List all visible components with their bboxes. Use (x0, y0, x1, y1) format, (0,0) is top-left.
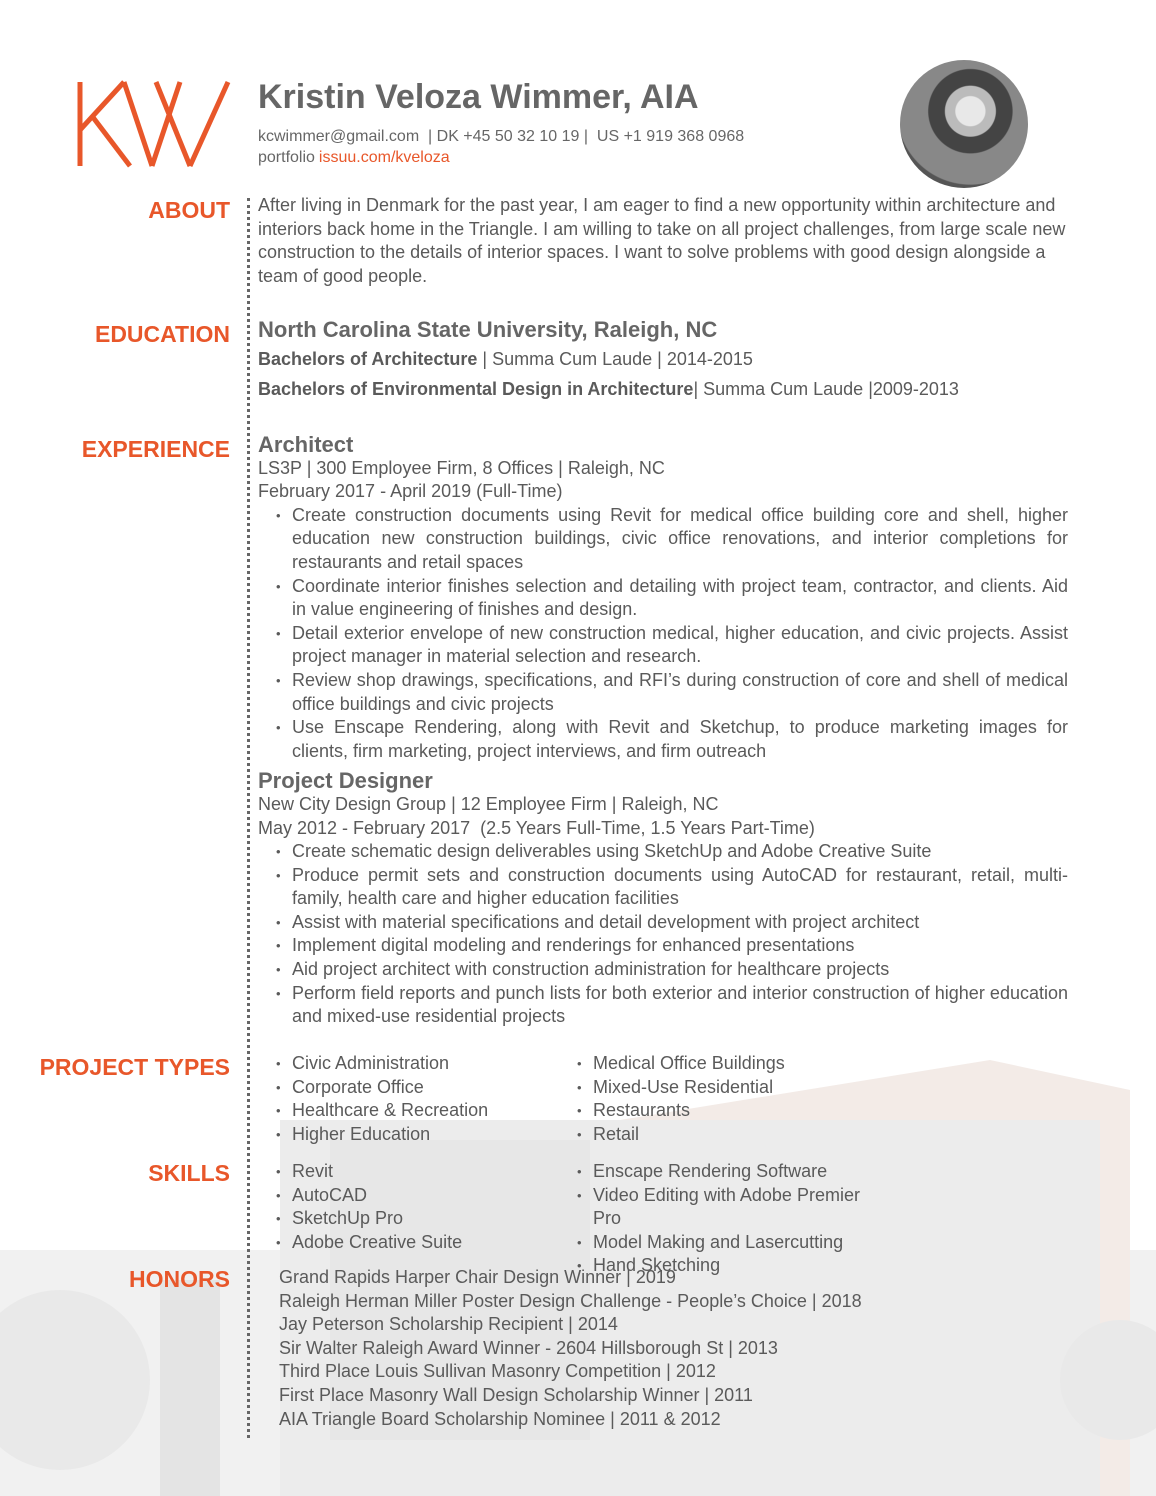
list-item: • Assist with material specifications and detail development with project architect (258, 911, 1068, 935)
list-item: • Review shop drawings, specifications, and RFI’s during construction of core and shell of medical office buildings and civic projects (258, 669, 1068, 716)
job-dates: February 2017 - April 2019 (Full-Time) (258, 481, 563, 502)
school-name: North Carolina State University, Raleigh, NC (258, 317, 718, 342)
list-item: • Perform field reports and punch lists for both exterior and interior construction of higher education and mixed-use residential projects (258, 982, 1068, 1029)
list-item: • Higher Education (258, 1123, 559, 1147)
about-text: After living in Denmark for the past year, I am eager to find a new opportunity within architecture and interiors back home in the Triangle. I am willing to take on all project challenges, from large scale new construction to the details of interior spaces. I want to solve problems with good design alongside a team of good people. (258, 195, 1066, 286)
section-label: EDUCATION (94, 321, 230, 347)
list-item: • Civic Administration (258, 1052, 559, 1076)
degree: Bachelors of Environmental Design in Architecture| Summa Cum Laude |2009-2013 (258, 379, 959, 400)
list-item: • Restaurants (559, 1099, 860, 1123)
list-item: • Enscape Rendering Software (559, 1160, 860, 1184)
job-bullets (258, 840, 1068, 1029)
job-title: Project Designer (258, 768, 433, 794)
honor-item: AIA Triangle Board Scholarship Nominee | 2011 & 2012 (279, 1408, 721, 1429)
job-entry (258, 769, 1068, 1029)
job-bullets (258, 504, 1068, 764)
honor-item: Jay Peterson Scholarship Recipient | 2014 (279, 1314, 618, 1335)
list-item: • AutoCAD (258, 1184, 559, 1208)
list-item: • Implement digital modeling and renderings for enhanced presentations (258, 934, 1068, 958)
portfolio-label: portfolio (258, 149, 315, 166)
section-label: ABOUT (148, 197, 230, 223)
list-item: • Detail exterior envelope of new construction medical, higher education, and civic projects. Assist project manager in material selection and research. (258, 622, 1068, 669)
job-dates: May 2012 - February 2017 (2.5 Years Full-Time, 1.5 Years Part-Time) (258, 817, 815, 838)
degree: Bachelors of Architecture | Summa Cum Laude | 2014-2015 (258, 348, 753, 369)
list-item: • Hand Sketching (559, 1254, 860, 1278)
list-item: • Model Making and Lasercutting (559, 1231, 860, 1255)
contact-info (258, 126, 744, 168)
list-item: • Video Editing with Adobe Premier Pro (559, 1184, 860, 1231)
list-item: • Medical Office Buildings (559, 1052, 860, 1076)
job-company: LS3P | 300 Employee Firm, 8 Offices | Raleigh, NC (258, 457, 665, 478)
honor-item: First Place Masonry Wall Design Scholarship Winner | 2011 (279, 1384, 753, 1405)
section-label: EXPERIENCE (81, 436, 230, 462)
job-entry (258, 433, 1068, 763)
list-item: • Adobe Creative Suite (258, 1231, 559, 1255)
list-item: • Retail (559, 1123, 860, 1147)
list-item: • Aid project architect with construction administration for healthcare projects (258, 958, 1068, 982)
job-company: New City Design Group | 12 Employee Firm | Raleigh, NC (258, 793, 719, 814)
contact-line: kcwimmer@gmail.com | DK +45 50 32 10 19 | US +1 919 368 0968 (258, 128, 745, 145)
candidate-name: Kristin Veloza Wimmer, AIA (258, 78, 699, 116)
section-label: SKILLS (148, 1160, 230, 1186)
section-label: PROJECT TYPES (39, 1054, 230, 1080)
list-item: • Healthcare & Recreation (258, 1099, 559, 1123)
honor-item: Third Place Louis Sullivan Masonry Competition | 2012 (279, 1361, 716, 1382)
list-item: • Coordinate interior finishes selection and detailing with project team, contractor, and clients. Aid in value engineering of finishes and design. (258, 575, 1068, 622)
list-item: • Create schematic design deliverables using SketchUp and Adobe Creative Suite (258, 840, 1068, 864)
list-item: • SketchUp Pro (258, 1207, 559, 1231)
honor-item: Grand Rapids Harper Chair Design Winner | 2019 (279, 1267, 676, 1287)
dotted-divider (247, 198, 250, 1438)
honor-item: Raleigh Herman Miller Poster Design Challenge - People’s Choice | 2018 (279, 1290, 862, 1311)
profile-photo (900, 60, 1028, 188)
list-item: • Mixed-Use Residential (559, 1076, 860, 1100)
list-item: • Corporate Office (258, 1076, 559, 1100)
kw-logo (72, 80, 232, 170)
list-item: • Produce permit sets and construction documents using AutoCAD for restaurant, retail, multi-family, health care and higher education facilities (258, 864, 1068, 911)
honor-item: Sir Walter Raleigh Award Winner - 2604 Hillsborough St | 2013 (279, 1337, 778, 1358)
job-title: Architect (258, 432, 354, 457)
list-item: • Create construction documents using Revit for medical office building core and shell, higher education new construction buildings, civic office renovations, and interior completions for restaurants and retail spaces (258, 504, 1068, 575)
list-item: • Use Enscape Rendering, along with Revit and Sketchup, to produce marketing images for clients, firm marketing, project interviews, and firm outreach (258, 716, 1068, 763)
portfolio-link[interactable]: issuu.com/kveloza (318, 149, 450, 166)
section-label: HONORS (129, 1266, 230, 1292)
list-item: • Revit (258, 1160, 559, 1184)
